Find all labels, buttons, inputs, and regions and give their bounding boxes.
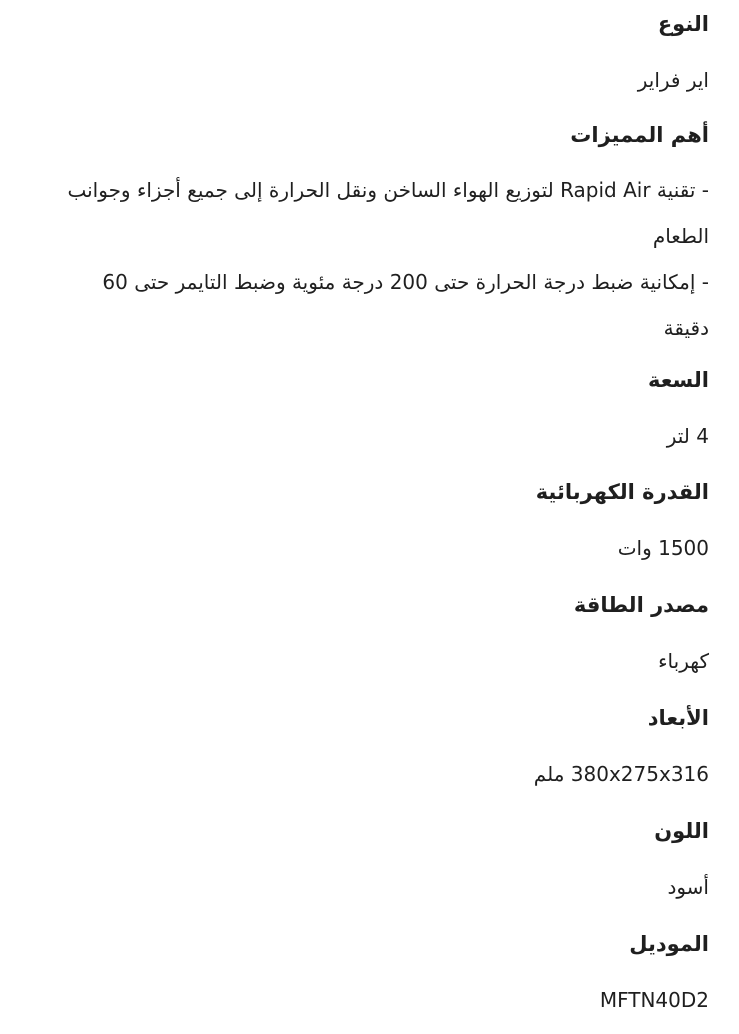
spec-features-title: أهم المميزات [570, 123, 709, 147]
spec-capacity-value: 4 لتر [666, 424, 709, 448]
spec-power-title: القدرة الكهربائية [535, 480, 709, 504]
spec-dimensions-title: الأبعاد [647, 706, 709, 730]
spec-model-value: MFTN40D2 [599, 988, 709, 1012]
spec-capacity-title: السعة [647, 368, 709, 392]
spec-color-title: اللون [654, 819, 709, 843]
spec-type-value: اير فراير [637, 68, 709, 92]
spec-dimensions-value: 380x275x316 ملم [533, 762, 709, 786]
spec-type [30, 10, 709, 94]
spec-model [30, 930, 709, 1014]
spec-capacity [30, 366, 709, 450]
spec-power-source-title: مصدر الطاقة [573, 593, 709, 617]
feature-line: الطعام [652, 224, 709, 248]
features-list [30, 167, 709, 351]
spec-type-title: النوع [657, 12, 709, 36]
spec-power-source [30, 591, 709, 675]
feature-line: - إمكانية ضبط درجة الحرارة حتى 200 درجة مئوية وضبط التايمر حتى 60 [102, 270, 709, 294]
spec-model-title: الموديل [629, 932, 709, 956]
spec-color-value: أسود [667, 875, 709, 899]
spec-features [30, 121, 709, 351]
spec-power [30, 478, 709, 562]
spec-power-source-value: كهرباء [658, 649, 709, 673]
feature-line: دقيقة [663, 316, 709, 340]
spec-dimensions [30, 704, 709, 788]
spec-color [30, 817, 709, 901]
feature-line: - تقنية Rapid Air لتوزيع الهواء الساخن ونقل الحرارة إلى جميع أجزاء وجوانب [67, 178, 709, 202]
spec-power-value: 1500 وات [617, 536, 709, 560]
